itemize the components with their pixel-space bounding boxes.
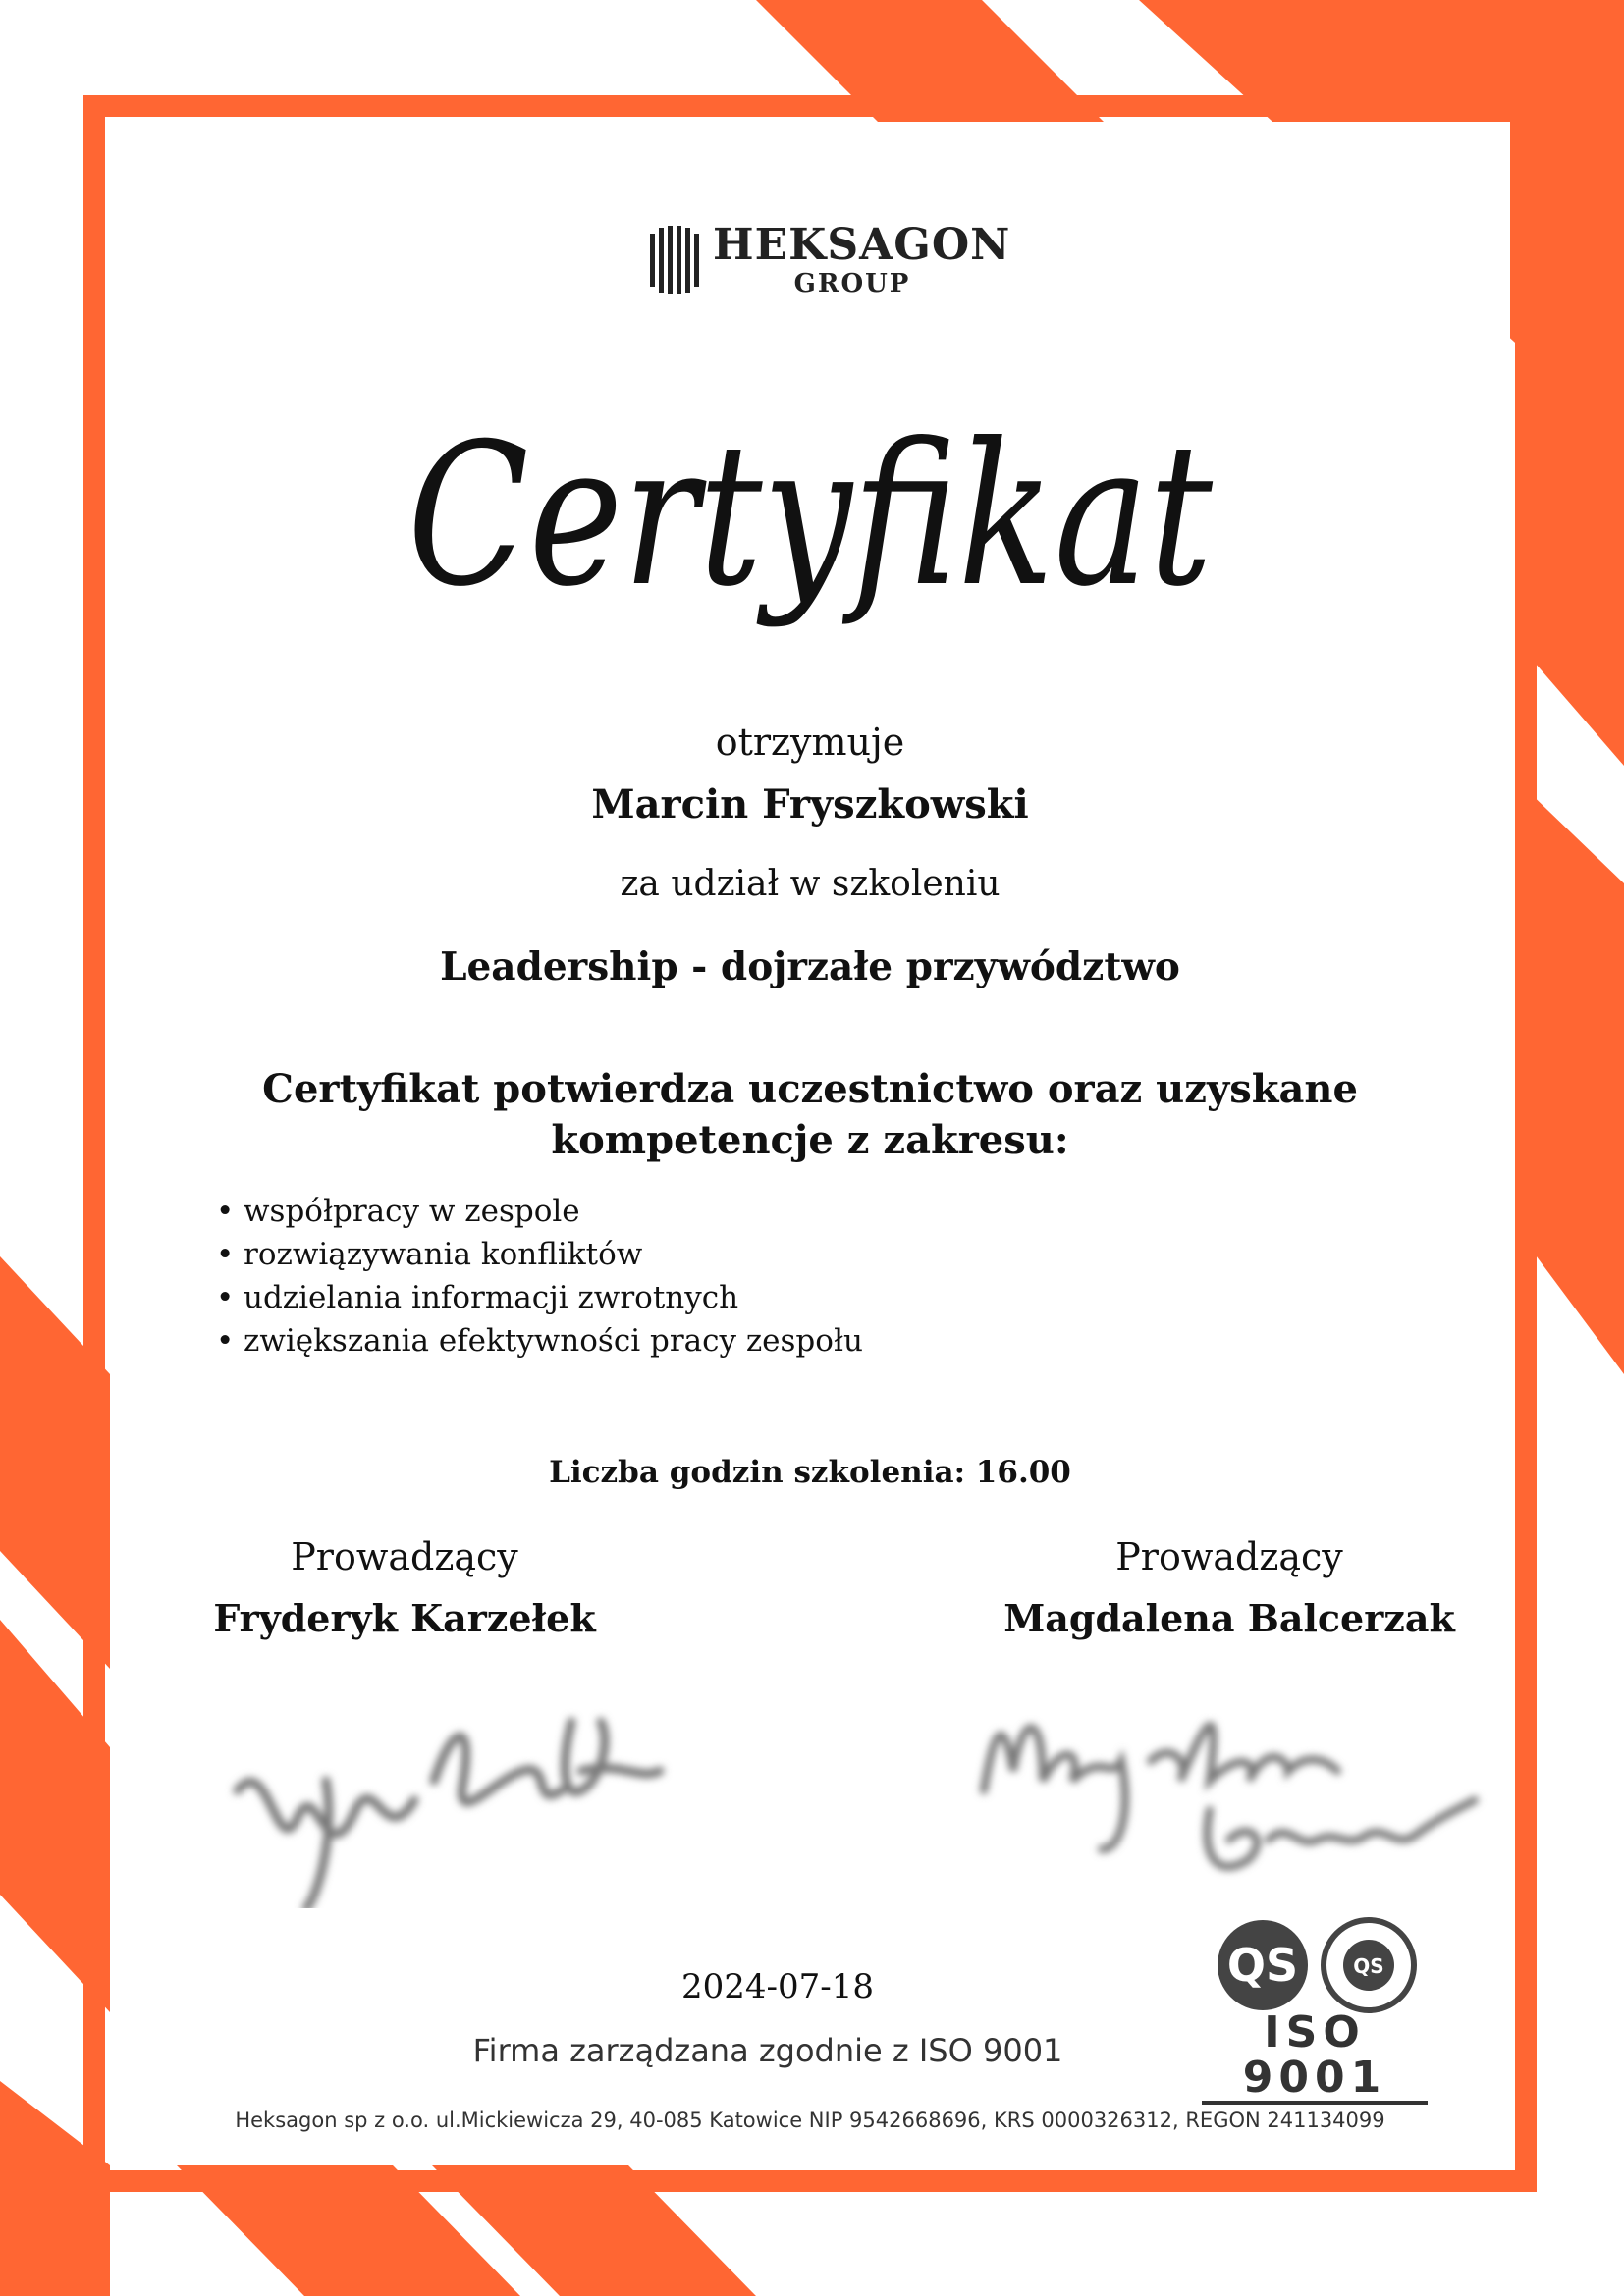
list-item: • rozwiązywania konfliktów xyxy=(216,1233,863,1276)
leader-2-signature xyxy=(954,1653,1504,1898)
iso-standard-label: ISO 9001 xyxy=(1202,2010,1428,2105)
certificate-page xyxy=(110,122,1510,2165)
skills-list xyxy=(216,1190,863,1362)
leader-1-signature xyxy=(208,1663,719,1908)
issue-date: 2024-07-18 xyxy=(680,1967,875,2006)
brand-sub: GROUP xyxy=(793,269,911,298)
svg-text:QS: QS xyxy=(1353,1954,1384,1978)
training-label: za udział w szkoleniu xyxy=(620,864,1001,904)
certificate-title xyxy=(110,416,1510,671)
iso-statement: Firma zarządzana zgodnie z ISO 9001 xyxy=(472,2032,1063,2069)
list-item: • udzielania informacji zwrotnych xyxy=(216,1276,863,1319)
company-footer: Heksagon sp z o.o. ul.Mickiewicza 29, 40-085 Katowice NIP 9542668696, KRS 0000326312, REGON 241134099 xyxy=(235,2109,1385,2132)
leader-1-name: Fryderyk Karzełek xyxy=(213,1596,596,1640)
certificate-title-text: Certyfikat xyxy=(407,416,1214,630)
confirmation-statement: Certyfikat potwierdza uczestnictwo oraz uzyskane kompetencje z zakresu: xyxy=(262,1066,1358,1163)
course-name: Leadership - dojrzałe przywództwo xyxy=(440,944,1180,989)
leader-2-role: Prowadzący xyxy=(1115,1535,1343,1578)
brand-name: HEKSAGON xyxy=(713,220,1011,270)
leader-1-role: Prowadzący xyxy=(291,1535,518,1578)
list-item: • współpracy w zespole xyxy=(216,1190,863,1233)
recipient-name: Marcin Fryszkowski xyxy=(591,781,1029,828)
list-item: • zwiększania efektywności pracy zespołu xyxy=(216,1319,863,1362)
qs-mark-text: QS xyxy=(1226,1939,1299,1992)
leader-2-name: Magdalena Balcerzak xyxy=(1003,1596,1455,1640)
training-hours: Liczba godzin szkolenia: 16.00 xyxy=(549,1455,1071,1490)
receives-label: otrzymuje xyxy=(715,721,905,764)
brand-logo xyxy=(110,210,1510,308)
